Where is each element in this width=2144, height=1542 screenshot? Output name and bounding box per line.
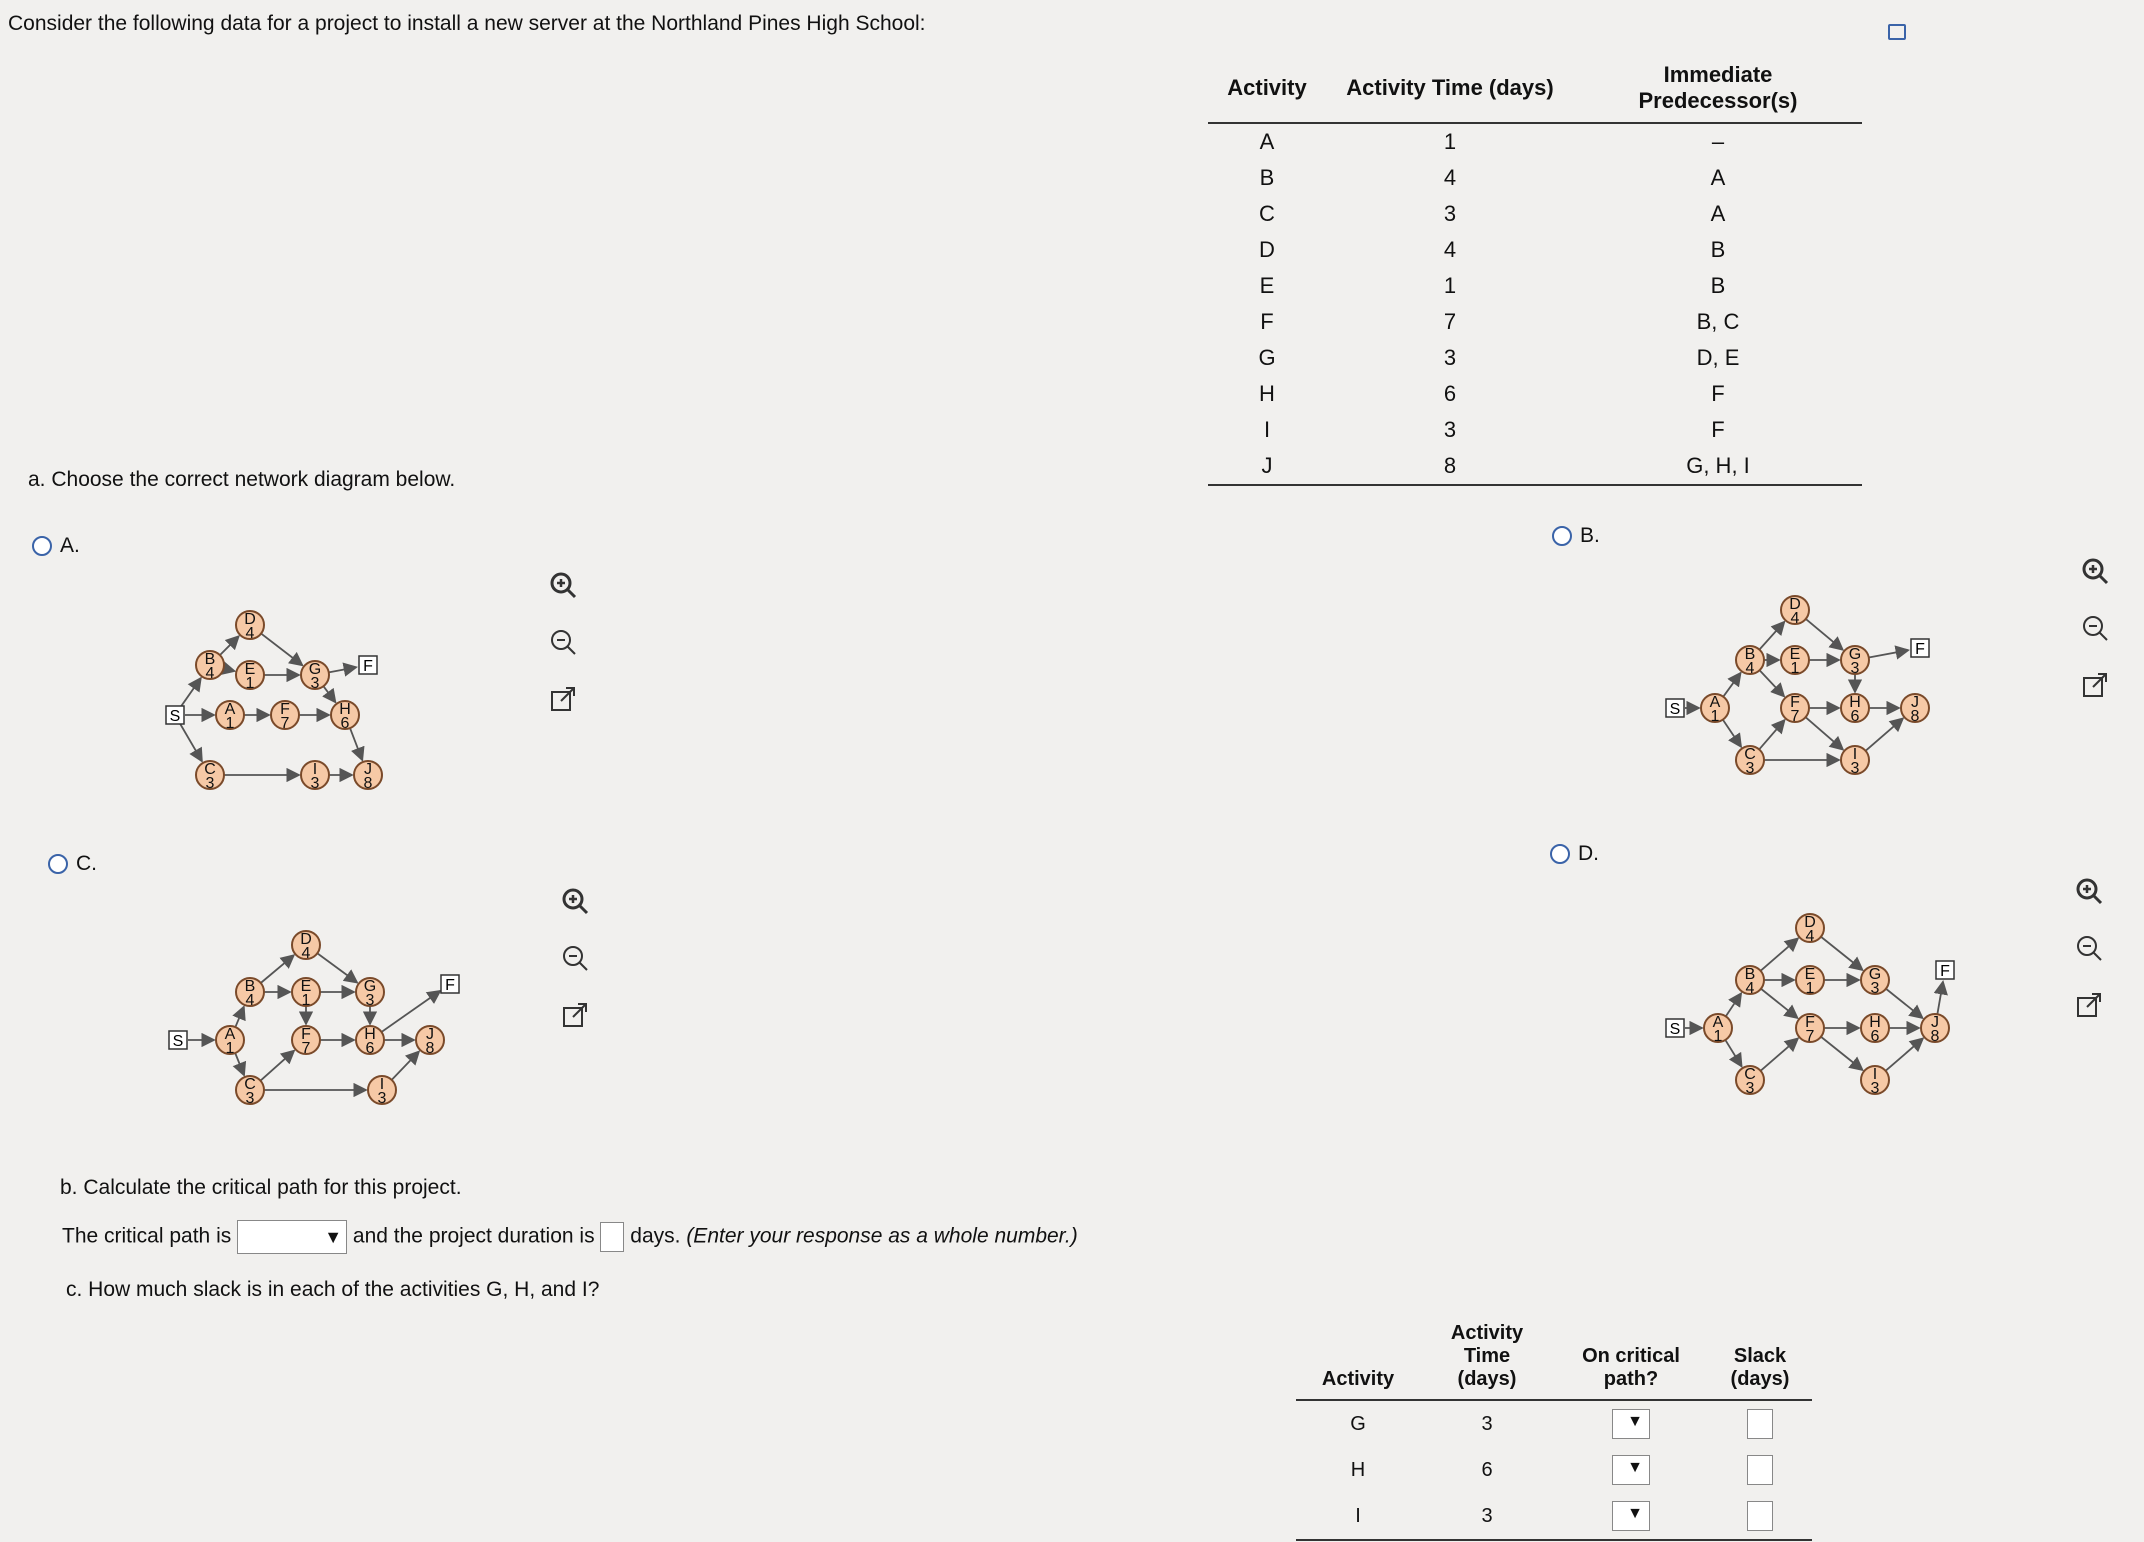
node-label: S [1669, 701, 1681, 718]
table-row [1208, 160, 1862, 196]
node-letter: H [339, 701, 351, 718]
node-time: 3 [1870, 980, 1880, 997]
node-letter: B [244, 978, 256, 995]
zoom-in-icon[interactable] [548, 570, 578, 600]
node-letter: I [1872, 1066, 1878, 1083]
node-a [216, 1026, 244, 1057]
node-i [1861, 1066, 1889, 1097]
node-letter: B [1744, 646, 1756, 663]
edge-b-d [1761, 938, 1798, 970]
cell-time: 6 [1443, 381, 1457, 406]
zoom-out-icon[interactable] [2080, 613, 2110, 643]
days-label: days. [630, 1224, 681, 1248]
edge-i-j [1866, 718, 1903, 750]
node-h [331, 701, 359, 732]
node-time: 4 [301, 945, 311, 962]
node-time: 1 [225, 715, 235, 732]
cell-activity: H [1259, 381, 1275, 406]
activity-data-table [1208, 56, 1862, 486]
node-letter: G [1868, 966, 1882, 983]
node-time: 8 [363, 775, 373, 792]
edge-g-j [1886, 989, 1923, 1018]
node-time: 8 [425, 1040, 435, 1057]
node-j [354, 761, 382, 792]
whole-number-note: (Enter your response as a whole number.) [686, 1224, 1078, 1248]
node-letter: J [426, 1026, 434, 1043]
node-letter: D [1804, 914, 1816, 931]
edge-a-c [1723, 720, 1741, 747]
slack-cell-critical [1554, 1400, 1708, 1447]
on-critical-path-dropdown[interactable] [1612, 1455, 1650, 1485]
critical-path-label: The critical path is [62, 1224, 232, 1248]
option-b-radio[interactable] [1552, 526, 1572, 546]
node-time: 3 [310, 675, 320, 692]
network-diagram-a [150, 590, 470, 810]
node-time: 3 [377, 1090, 387, 1107]
diagram-a-tools [548, 570, 578, 719]
start-node [1666, 699, 1684, 718]
slack-cell-time: 3 [1420, 1493, 1554, 1540]
node-letter: E [1789, 646, 1801, 663]
option-a-radio[interactable] [32, 536, 52, 556]
table-row [1208, 376, 1862, 412]
table-row [1208, 196, 1862, 232]
node-a [1704, 1014, 1732, 1045]
node-time: 4 [205, 665, 215, 682]
cell-time: 7 [1443, 309, 1457, 334]
node-letter: A [1712, 1014, 1724, 1031]
cell-activity: D [1259, 237, 1275, 262]
slack-input[interactable] [1747, 1501, 1773, 1531]
node-time: 4 [1745, 980, 1755, 997]
slack-cell-time: 6 [1481, 1458, 1493, 1481]
start-node [1666, 1019, 1684, 1038]
pop-out-icon[interactable] [560, 1000, 590, 1030]
node-letter: C [204, 761, 216, 778]
option-a-label: A. [60, 534, 80, 557]
node-d [1781, 596, 1809, 627]
part-a-question: a. Choose the correct network diagram below. [28, 468, 456, 491]
edge-i-j [1886, 1038, 1923, 1070]
finish-node [441, 975, 459, 994]
diagram-d-tools [2074, 876, 2104, 1025]
node-time: 1 [1805, 980, 1815, 997]
node-label: F [363, 658, 373, 675]
node-time: 6 [1850, 708, 1860, 725]
node-letter: A [1709, 694, 1721, 711]
zoom-in-icon[interactable] [2080, 556, 2110, 586]
finish-node [359, 656, 377, 675]
slack-cell-activity: H [1350, 1458, 1366, 1481]
zoom-out-icon[interactable] [560, 943, 590, 973]
node-letter: E [300, 978, 312, 995]
cell-time: 4 [1443, 237, 1457, 262]
slack-header-slack: Slack (days) [1708, 1318, 1812, 1400]
node-time: 3 [245, 1090, 255, 1107]
option-c-label: C. [76, 852, 97, 875]
zoom-out-icon[interactable] [548, 627, 578, 657]
table-row [1208, 412, 1862, 448]
edge-h-j [350, 728, 362, 760]
option-b-label: B. [1580, 524, 1600, 547]
header-activity: Activity [1208, 56, 1326, 123]
part-b-question: b. Calculate the critical path for this project. [60, 1176, 462, 1199]
node-time: 7 [1805, 1028, 1815, 1045]
cell-time: 1 [1443, 273, 1457, 298]
option-d-radio[interactable] [1550, 844, 1570, 864]
cell-time: 8 [1326, 448, 1574, 485]
cell-predecessor: B, C [1696, 309, 1740, 334]
node-e [1781, 646, 1809, 677]
node-b [1736, 966, 1764, 997]
node-letter: H [1849, 694, 1861, 711]
node-i [368, 1076, 396, 1107]
node-j [1901, 694, 1929, 725]
node-f [292, 1026, 320, 1057]
cell-activity: C [1259, 201, 1275, 226]
node-d [236, 611, 264, 642]
edge-c-f [1761, 1038, 1798, 1070]
node-letter: D [300, 931, 312, 948]
node-h [1841, 694, 1869, 725]
table-row [1208, 123, 1862, 160]
node-letter: I [379, 1076, 385, 1093]
node-time: 3 [365, 992, 375, 1009]
cell-predecessor: – [1711, 129, 1725, 154]
expand-icon[interactable] [1888, 24, 1906, 40]
edge-d-g [261, 634, 302, 666]
slack-header-time: Activity Time (days) [1420, 1318, 1554, 1400]
cell-predecessor: D, E [1696, 345, 1740, 370]
cell-time: 4 [1443, 165, 1457, 190]
node-label: S [169, 708, 181, 725]
node-letter: J [1911, 694, 1919, 711]
node-b [236, 978, 264, 1009]
slack-cell-critical [1554, 1493, 1708, 1540]
cell-predecessor: G, H, I [1574, 448, 1862, 485]
edge-b-f [1761, 989, 1798, 1018]
option-d-label: D. [1578, 842, 1599, 865]
node-time: 1 [1790, 660, 1800, 677]
table-row [1208, 340, 1862, 376]
node-h [356, 1026, 384, 1057]
cell-predecessor: B [1710, 237, 1726, 262]
slack-header-critical: On critical path? [1554, 1318, 1708, 1400]
node-j [416, 1026, 444, 1057]
critical-path-dropdown[interactable] [237, 1220, 347, 1254]
cell-activity: I [1263, 417, 1271, 442]
node-letter: H [1869, 1014, 1881, 1031]
node-letter: I [1852, 746, 1858, 763]
cell-predecessor: F [1711, 381, 1725, 406]
node-label: S [1669, 1021, 1681, 1038]
node-time: 4 [1805, 928, 1815, 945]
node-time: 1 [301, 992, 311, 1009]
node-letter: D [1789, 596, 1801, 613]
edge-f-i [1821, 1037, 1863, 1070]
node-letter: G [1848, 646, 1862, 663]
node-time: 3 [1745, 760, 1755, 777]
node-letter: B [204, 651, 216, 668]
node-i [1841, 746, 1869, 777]
edge-b-d [261, 955, 294, 983]
duration-label: and the project duration is [352, 1224, 595, 1248]
slack-row [1296, 1400, 1812, 1447]
cell-predecessor: A [1710, 165, 1726, 190]
edge-b-e [224, 668, 235, 671]
node-time: 6 [1870, 1028, 1880, 1045]
node-letter: I [312, 761, 318, 778]
slack-cell-activity: I [1296, 1493, 1420, 1540]
slack-table [1296, 1318, 1812, 1541]
cell-time: 3 [1443, 201, 1457, 226]
node-time: 1 [245, 675, 255, 692]
node-d [1796, 914, 1824, 945]
node-letter: J [364, 761, 372, 778]
finish-node [1936, 961, 1954, 980]
dropdown-arrow-icon: ▼ [1627, 1505, 1643, 1522]
node-time: 4 [245, 992, 255, 1009]
node-label: F [445, 977, 455, 994]
zoom-in-icon[interactable] [560, 886, 590, 916]
edge-a-c [1725, 1040, 1741, 1066]
node-b [196, 651, 224, 682]
zoom-out-icon[interactable] [2074, 933, 2104, 963]
node-g [1861, 966, 1889, 997]
network-diagram-d [1655, 895, 1995, 1115]
edge-a-b [235, 1007, 243, 1027]
cell-time: 1 [1443, 129, 1457, 154]
cell-time: 3 [1443, 417, 1457, 442]
node-d [292, 931, 320, 962]
node-time: 7 [280, 715, 290, 732]
slack-header-activity: Activity [1296, 1318, 1420, 1400]
node-letter: F [1805, 1014, 1815, 1031]
node-g [356, 978, 384, 1009]
node-label: F [1940, 963, 1950, 980]
table-row [1208, 304, 1862, 340]
node-time: 7 [1790, 708, 1800, 725]
node-letter: B [1744, 966, 1756, 983]
edge-b-f [1760, 670, 1784, 696]
edge-b-d [220, 636, 239, 655]
cell-activity: B [1259, 165, 1275, 190]
dropdown-arrow-icon: ▼ [1627, 1459, 1643, 1476]
edge-g-fin [1869, 650, 1908, 657]
node-letter: H [364, 1026, 376, 1043]
cell-activity: E [1259, 273, 1275, 298]
option-a[interactable] [32, 534, 80, 558]
node-i [301, 761, 329, 792]
edge-j-fin [1937, 982, 1943, 1014]
option-d[interactable] [1550, 842, 1599, 866]
edge-a-b [1726, 993, 1741, 1016]
option-b[interactable] [1552, 524, 1600, 548]
cell-predecessor: B [1710, 273, 1726, 298]
edge-s-b [181, 678, 201, 707]
header-predecessors: Immediate Predecessor(s) [1574, 56, 1862, 123]
node-h [1861, 1014, 1889, 1045]
slack-cell-activity: G [1350, 1412, 1366, 1435]
node-c [1736, 746, 1764, 777]
node-time: 3 [1870, 1080, 1880, 1097]
node-letter: A [224, 701, 236, 718]
node-e [292, 978, 320, 1009]
start-node [166, 706, 184, 725]
table-row [1208, 448, 1862, 485]
node-letter: A [224, 1026, 236, 1043]
node-time: 1 [1710, 708, 1720, 725]
header-activity-time: Activity Time (days) [1326, 56, 1574, 123]
node-label: F [1915, 641, 1925, 658]
dropdown-arrow-icon: ▼ [1627, 1413, 1643, 1430]
table-row [1208, 268, 1862, 304]
node-letter: F [1790, 694, 1800, 711]
edge-g-h [323, 686, 335, 702]
node-letter: D [244, 611, 256, 628]
node-j [1921, 1014, 1949, 1045]
edge-d-g [1821, 937, 1863, 970]
node-time: 3 [1850, 660, 1860, 677]
node-c [236, 1076, 264, 1107]
start-node [169, 1031, 187, 1050]
node-letter: E [1804, 966, 1816, 983]
node-letter: F [301, 1026, 311, 1043]
pop-out-icon[interactable] [548, 684, 578, 714]
node-time: 1 [225, 1040, 235, 1057]
node-time: 4 [1745, 660, 1755, 677]
pop-out-icon[interactable] [2074, 990, 2104, 1020]
zoom-in-icon[interactable] [2074, 876, 2104, 906]
slack-cell-slack [1708, 1493, 1812, 1540]
finish-node [1911, 639, 1929, 658]
node-c [1736, 1066, 1764, 1097]
node-a [216, 701, 244, 732]
node-time: 3 [1850, 760, 1860, 777]
edge-c-f [260, 1051, 294, 1081]
node-letter: F [280, 701, 290, 718]
node-time: 6 [365, 1040, 375, 1057]
node-b [1736, 646, 1764, 677]
node-letter: G [363, 978, 377, 995]
part-c-question: c. How much slack is in each of the activities G, H, and I? [66, 1278, 600, 1301]
on-critical-path-dropdown[interactable] [1612, 1409, 1650, 1439]
edge-d-g [317, 953, 357, 982]
node-time: 3 [1745, 1080, 1755, 1097]
node-e [1796, 966, 1824, 997]
network-diagram-c [160, 900, 500, 1120]
node-letter: G [308, 661, 322, 678]
edge-f-i [1806, 717, 1843, 749]
table-row [1208, 232, 1862, 268]
node-time: 7 [301, 1040, 311, 1057]
edge-a-b [1723, 673, 1740, 697]
node-time: 3 [205, 775, 215, 792]
option-c[interactable] [48, 852, 97, 876]
node-f [271, 701, 299, 732]
node-f [1796, 1014, 1824, 1045]
slack-row [1296, 1493, 1812, 1540]
edge-a-c [235, 1053, 244, 1075]
diagram-b-tools [2080, 556, 2110, 705]
slack-row [1296, 1447, 1812, 1493]
dropdown-arrow-icon: ▼ [324, 1227, 343, 1247]
node-letter: C [244, 1076, 256, 1093]
slack-cell-critical [1554, 1447, 1708, 1493]
edge-b-d [1759, 622, 1784, 650]
node-label: S [172, 1033, 184, 1050]
node-time: 8 [1930, 1028, 1940, 1045]
node-time: 3 [310, 775, 320, 792]
edge-s-c [180, 724, 202, 762]
cell-activity: J [1208, 448, 1326, 485]
intro-text: Consider the following data for a project to install a new server at the Northland Pines High School: [8, 12, 926, 35]
slack-cell-time: 3 [1481, 1412, 1493, 1435]
pop-out-icon[interactable] [2080, 670, 2110, 700]
diagram-c-tools [560, 886, 590, 1035]
part-b-answer-line [62, 1220, 1078, 1254]
node-c [196, 761, 224, 792]
slack-input[interactable] [1747, 1455, 1773, 1485]
node-f [1781, 694, 1809, 725]
node-letter: J [1931, 1014, 1939, 1031]
edge-d-g [1806, 619, 1843, 650]
cell-time: 3 [1443, 345, 1457, 370]
cell-activity: F [1260, 309, 1274, 334]
node-letter: C [1744, 1066, 1756, 1083]
node-time: 4 [1790, 610, 1800, 627]
slack-cell-slack [1708, 1447, 1812, 1493]
slack-cell-slack [1708, 1400, 1812, 1447]
project-duration-input[interactable] [600, 1222, 624, 1252]
node-a [1701, 694, 1729, 725]
node-letter: C [1744, 746, 1756, 763]
edge-c-f [1759, 720, 1784, 749]
node-time: 1 [1713, 1028, 1723, 1045]
cell-activity: G [1258, 345, 1276, 370]
node-letter: E [244, 661, 256, 678]
network-diagram-b [1655, 580, 1995, 800]
node-time: 8 [1910, 708, 1920, 725]
node-time: 6 [340, 715, 350, 732]
slack-input[interactable] [1747, 1409, 1773, 1439]
cell-activity: A [1259, 129, 1275, 154]
node-g [1841, 646, 1869, 677]
edge-g-fin [329, 667, 356, 672]
cell-predecessor: F [1711, 417, 1725, 442]
node-time: 4 [245, 625, 255, 642]
option-c-radio[interactable] [48, 854, 68, 874]
on-critical-path-dropdown[interactable] [1612, 1501, 1650, 1531]
node-e [236, 661, 264, 692]
cell-predecessor: A [1710, 201, 1726, 226]
edge-i-j [392, 1052, 419, 1080]
